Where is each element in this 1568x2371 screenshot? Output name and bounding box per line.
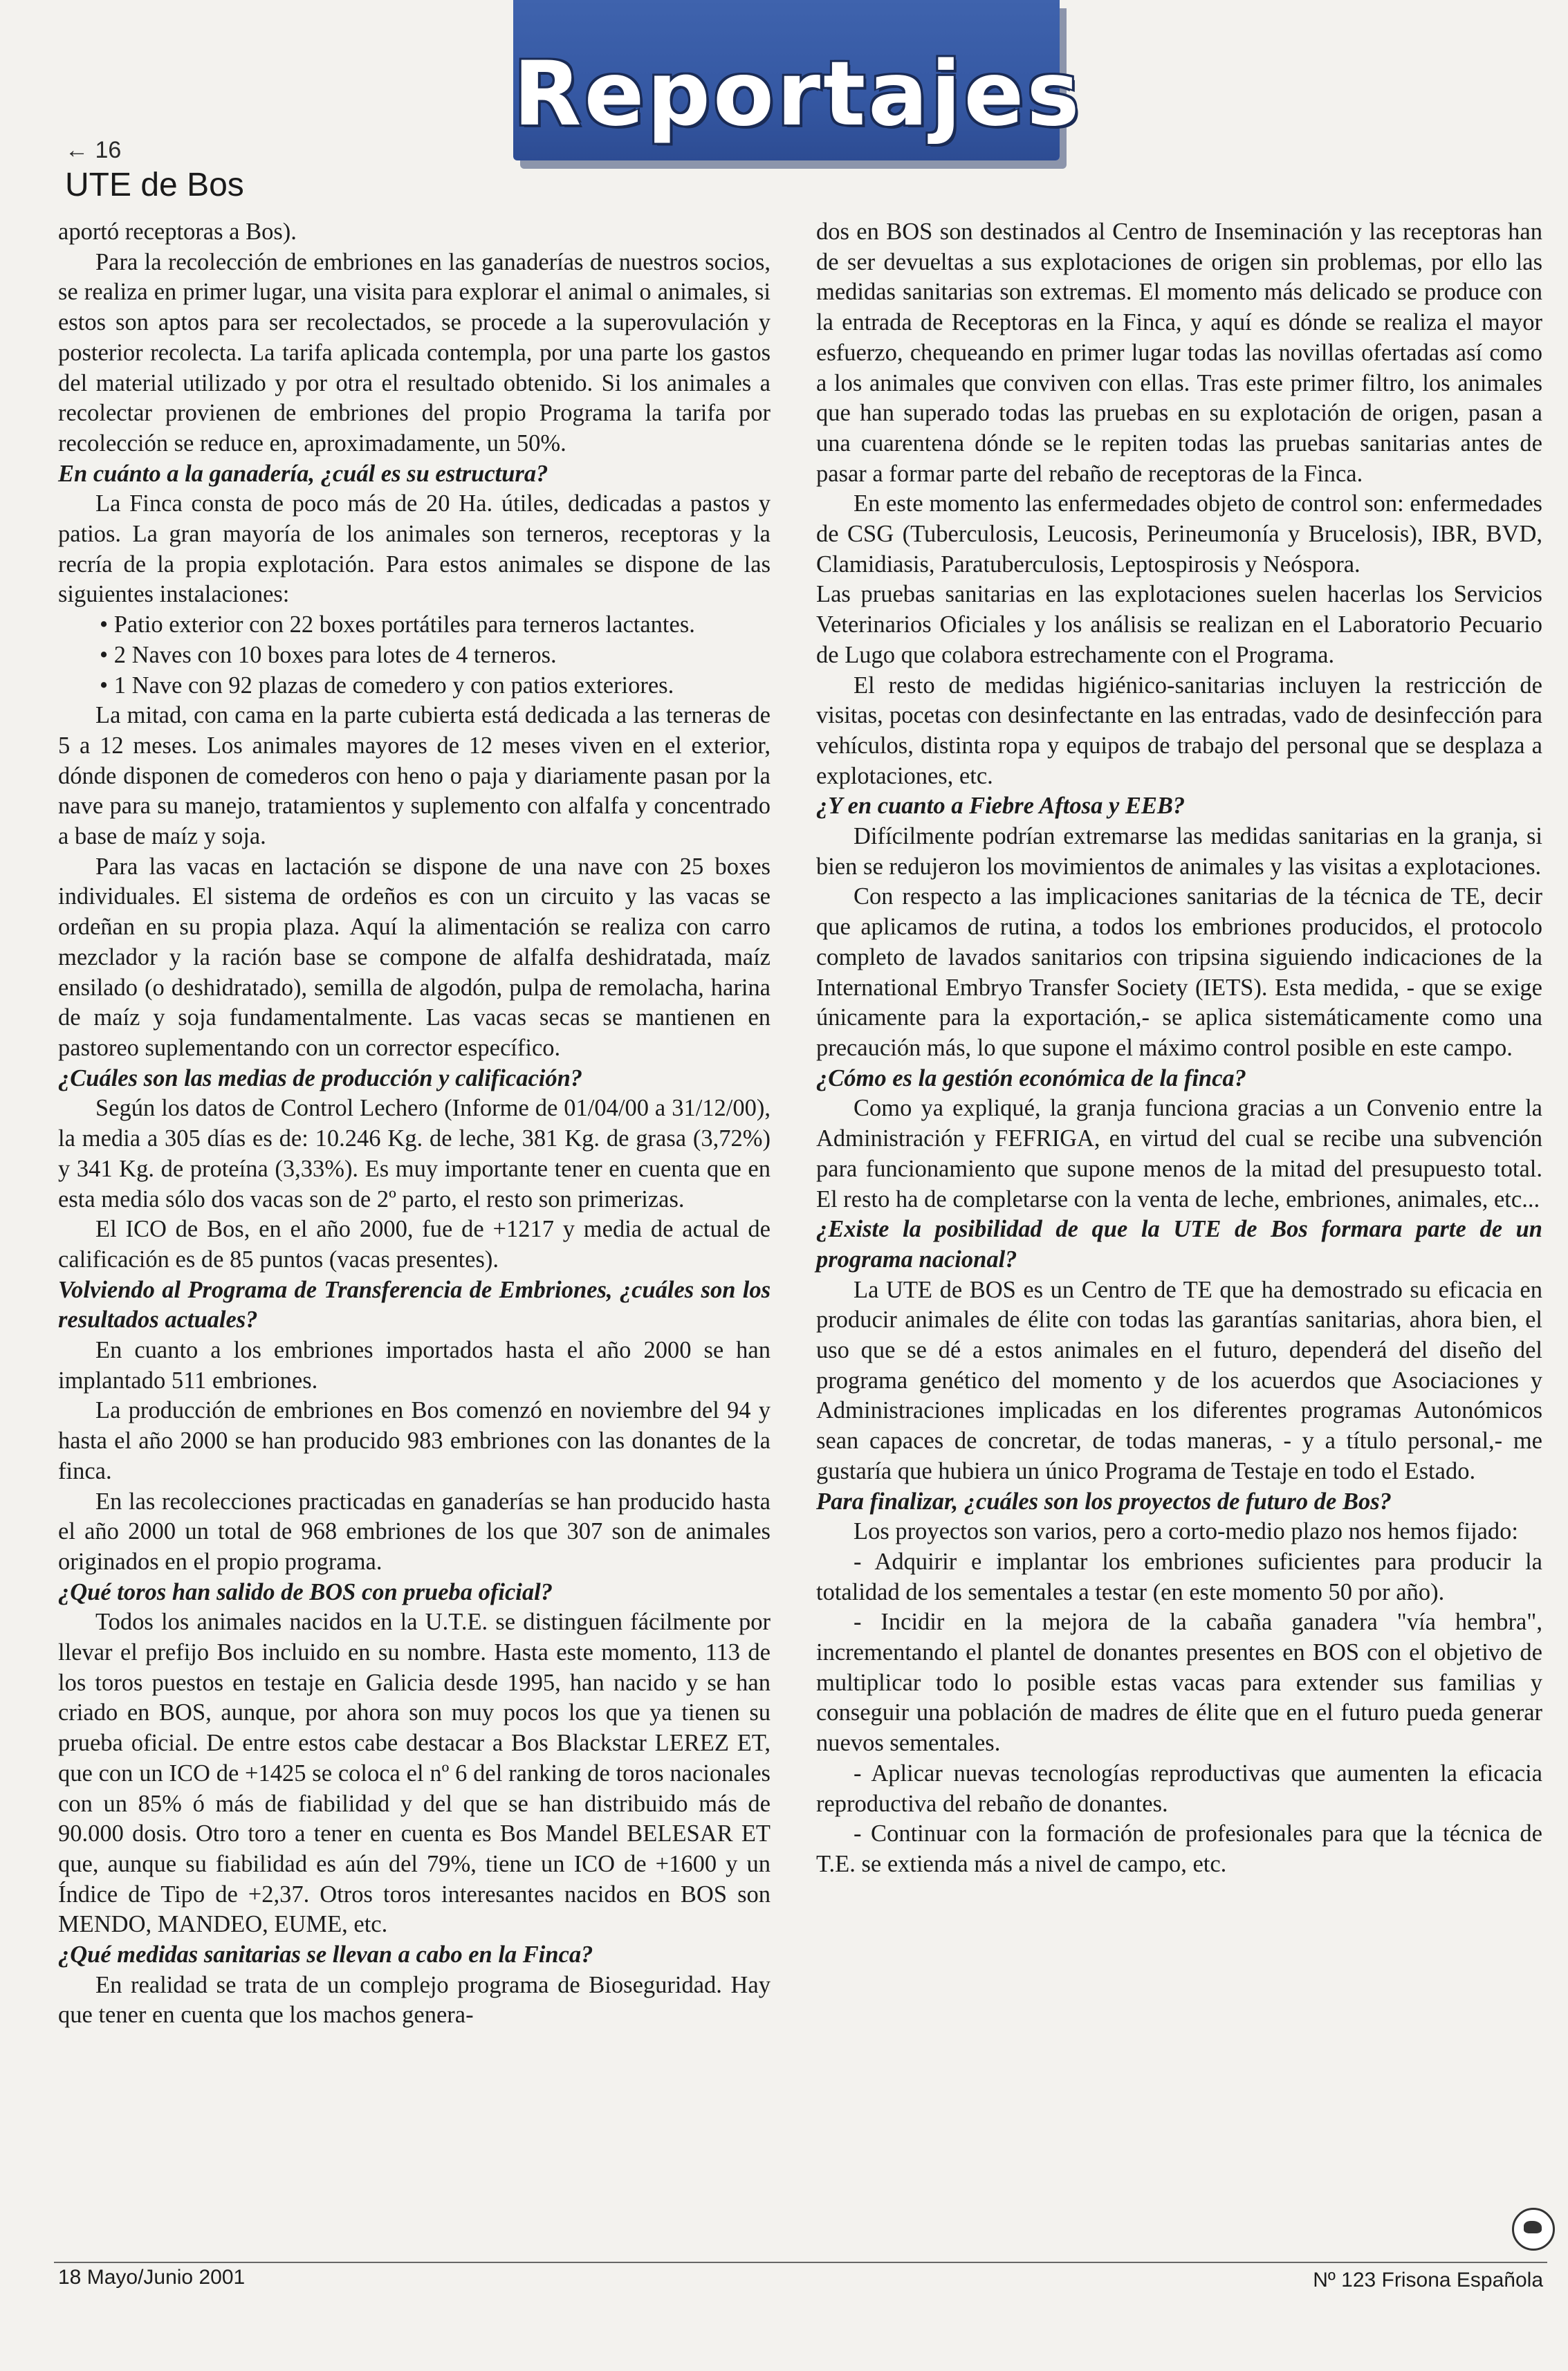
footer-publication: Nº 123 Frisona Española: [1313, 2269, 1543, 2291]
paragraph: En cuanto a los embriones importados hasta el año 2000 se han implantado 511 embriones.: [58, 1337, 771, 1394]
paragraph: La Finca consta de poco más de 20 Ha. útiles, dedicadas a pastos y patios. La gran mayoría de los animales son terneros, receptoras y la recría de la propia explotación. Para estos animales se dispone de las siguientes instalaciones:: [58, 490, 771, 608]
interview-question: En cuánto a la ganadería, ¿cuál es su estructura?: [58, 460, 548, 487]
paragraph: En las recolecciones practicadas en ganaderías se han producido hasta el año 2000 un total de 968 embriones de los que 307 son de animales originados en el propio programa.: [58, 1488, 771, 1575]
section-title: UTE de Bos: [65, 167, 244, 203]
section-banner: [513, 0, 1082, 160]
paragraph: La mitad, con cama en la parte cubierta está dedicada a las terneras de 5 a 12 meses. Los animales mayores de 12 meses viven en el exterior, dónde disponen de comederos con heno o paja y diariamente pasan por la nave para su manejo, tratamientos y suplemento con alfalfa y concentrado a base de maíz y soja.: [58, 702, 771, 850]
interview-question: ¿Cómo es la gestión económica de la finca?: [816, 1064, 1246, 1091]
frisona-logo-icon: [1512, 2208, 1555, 2251]
paragraph: Las pruebas sanitarias en las explotaciones suelen hacerlas los Servicios Veterinarios Oficiales y los análisis se realizan en el Laboratorio Pecuario de Lugo que colabora estrechamente con el Programa.: [816, 581, 1542, 668]
bullet-item: • Patio exterior con 22 boxes portátiles para terneros lactantes.: [100, 611, 695, 638]
right-column: [816, 217, 1542, 1880]
interview-question: ¿Qué medidas sanitarias se llevan a cabo en la Finca?: [58, 1941, 593, 1968]
paragraph: La producción de embriones en Bos comenzó en noviembre del 94 y hasta el año 2000 se han producido 983 embriones con las donantes de la finca.: [58, 1397, 771, 1484]
bullet-item: • 1 Nave con 92 plazas de comedero y con patios exteriores.: [100, 672, 674, 699]
paragraph: Los proyectos son varios, pero a corto-medio plazo nos hemos fijado:: [854, 1518, 1518, 1545]
left-column: [58, 217, 771, 2031]
interview-question: ¿Existe la posibilidad de que la UTE de Bos formara parte de un programa nacional?: [816, 1216, 1542, 1273]
paragraph: - Aplicar nuevas tecnologías reproductivas que aumenten la eficacia reproductiva del rebaño de donantes.: [816, 1760, 1542, 1817]
interview-question: ¿Qué toros han salido de BOS con prueba oficial?: [58, 1578, 553, 1605]
paragraph: En este momento las enfermedades objeto de control son: enfermedades de CSG (Tuberculosis, Leucosis, Perineumonía y Brucelosis), IBR, BVD, Clamidiasis, Paratuberculosis, Leptospirosis y Neóspora.: [816, 490, 1542, 578]
paragraph: El resto de medidas higiénico-sanitarias incluyen la restricción de visitas, pocetas con desinfectante en las entradas, vado de desinfección para vehículos, distinta ropa y equipos de trabajo del personal que se desplaza a explotaciones, etc.: [816, 672, 1542, 789]
paragraph: La UTE de BOS es un Centro de TE que ha demostrado su eficacia en producir animales de élite con todas las garantías sanitarias, ahora bien, el uso que se dé a estos animales en el futuro, dependerá del diseño del programa genético del momento y de los acuerdos que Asociaciones y Administraciones implicadas en los diferentes programas Autonómicos sean capaces de concretar, de todas maneras, - y a título personal,- me gustaría que hubiera un único Programa de Testaje en todo el Estado.: [816, 1276, 1542, 1484]
interview-question: Para finalizar, ¿cuáles son los proyectos de futuro de Bos?: [816, 1488, 1392, 1515]
paragraph: Como ya expliqué, la granja funciona gracias a un Convenio entre la Administración y FEFRIGA, en virtud del cual se recibe una subvención para funcionamiento que supone menos de la mitad del presupuesto total. El resto ha de completarse con la venta de leche, embriones, animales, etc...: [816, 1095, 1542, 1212]
continued-from-page: ← 16: [65, 137, 122, 163]
paragraph: Difícilmente podrían extremarse las medidas sanitarias en la granja, si bien se redujeron los movimientos de animales y las visitas a explotaciones.: [816, 823, 1542, 880]
interview-question: ¿Y en cuanto a Fiebre Aftosa y EEB?: [816, 793, 1186, 820]
bullet-item: • 2 Naves con 10 boxes para lotes de 4 terneros.: [100, 641, 557, 668]
paragraph: Para la recolección de embriones en las ganaderías de nuestros socios, se realiza en primer lugar, una visita para explorar el animal o animales, si estos son aptos para ser recolectados, se procede a la superovulación y posterior recolecta. La tarifa aplicada contempla, por una parte los gastos del material utilizado y por otra el resultado obtenido. Si los animales a recolectar provienen de embriones del propio Programa la tarifa por recolección se reduce en, aproximadamente, un 50%.: [58, 248, 771, 456]
paragraph: En realidad se trata de un complejo programa de Bioseguridad. Hay que tener en cuenta que los machos genera-: [58, 1971, 771, 2029]
footer-divider: [54, 2262, 1547, 2263]
footer-issue-date: 18 Mayo/Junio 2001: [58, 2266, 246, 2289]
paragraph: aportó receptoras a Bos).: [58, 219, 297, 245]
paragraph: Para las vacas en lactación se dispone de una nave con 25 boxes individuales. El sistema de ordeños es con un circuito y las vacas se ordeñan en su propia plaza. Aquí la alimentación se realiza con carro mezclador y la ración base se compone de alfalfa deshidratada, maíz ensilado (o deshidratado), semilla de algodón, pulpa de remolacha, harina de maíz y soja fundamentalmente. Las vacas secas se mantienen en pastoreo suplementando con un corrector específico.: [58, 853, 771, 1061]
paragraph: Según los datos de Control Lechero (Informe de 01/04/00 a 31/12/00), la media a 305 días es de: 10.246 Kg. de leche, 381 Kg. de grasa (3,72%) y 341 Kg. de proteína (3,33%). Es muy importante tener en cuenta que en esta media sólo dos vacas son de 2º parto, el resto son primerizas.: [58, 1095, 771, 1212]
interview-question: ¿Cuáles son las medias de producción y calificación?: [58, 1064, 583, 1091]
paragraph: El ICO de Bos, en el año 2000, fue de +1217 y media de actual de calificación es de 85 puntos (vacas presentes).: [58, 1216, 771, 1273]
paragraph: - Adquirir e implantar los embriones suficientes para producir la totalidad de los sementales a testar (en este momento 50 por año).: [816, 1548, 1542, 1605]
paragraph: - Continuar con la formación de profesionales para que la técnica de T.E. se extienda más a nivel de campo, etc.: [816, 1820, 1542, 1877]
paragraph: - Incidir en la mejora de la cabaña ganadera "vía hembra", incrementando el plantel de donantes presentes en BOS con el objetivo de multiplicar todo lo posible estas vacas para extender sus familias y conseguir una población de madres de élite que en el futuro pueda generar nuevos sementales.: [816, 1609, 1542, 1757]
paragraph: dos en BOS son destinados al Centro de Inseminación y las receptoras han de ser devueltas a sus explotaciones de origen sin problemas, por ello las medidas sanitarias son extremas. El momento más delicado se produce con la entrada de Receptoras en la Finca, y aquí es dónde se realiza el mayor esfuerzo, chequeando en primer lugar todas las novillas ofertadas así como a los animales que conviven con ellas. Tras este primer filtro, los animales que han superado todas las pruebas en su explotación de origen, pasan a una cuarentena dónde se le repiten todas las pruebas sanitarias antes de pasar a formar parte del rebaño de receptoras de la Finca.: [816, 219, 1542, 487]
banner-title: Reportajes: [513, 43, 1082, 146]
paragraph: Todos los animales nacidos en la U.T.E. se distinguen fácilmente por llevar el prefijo Bos incluido en su nombre. Hasta este momento, 113 de los toros puestos en testaje en Galicia desde 1995, han nacido y se han criado en BOS, aunque, por ahora son muy pocos los que ya tienen su prueba oficial. De entre estos cabe destacar a Bos Blackstar LEREZ ET, que con un ICO de +1425 se coloca el nº 6 del ranking de toros nacionales con un 85% ó más de fiabilidad y del que se han distribuido más de 90.000 dosis. Otro toro a tener en cuenta es Bos Mandel BELESAR ET que, aunque su fiabilidad es aún del 79%, tiene un ICO de +1600 y un Índice de Tipo de +2,37. Otros toros interesantes nacidos en BOS son MENDO, MANDEO, EUME, etc.: [58, 1609, 771, 1938]
paragraph: Con respecto a las implicaciones sanitarias de la técnica de TE, decir que aplicamos de rutina, a todos los embriones producidos, el protocolo completo de lavados sanitarios con tripsina siguiendo indicaciones de la International Embryo Transfer Society (IETS). Esta medida, - que se exige únicamente para la exportación,- se aplica sistemáticamente como una precaución más, lo que supone el máximo control posible en este campo.: [816, 883, 1542, 1061]
interview-question: Volviendo al Programa de Transferencia de Embriones, ¿cuáles son los resultados actuales?: [58, 1276, 771, 1334]
